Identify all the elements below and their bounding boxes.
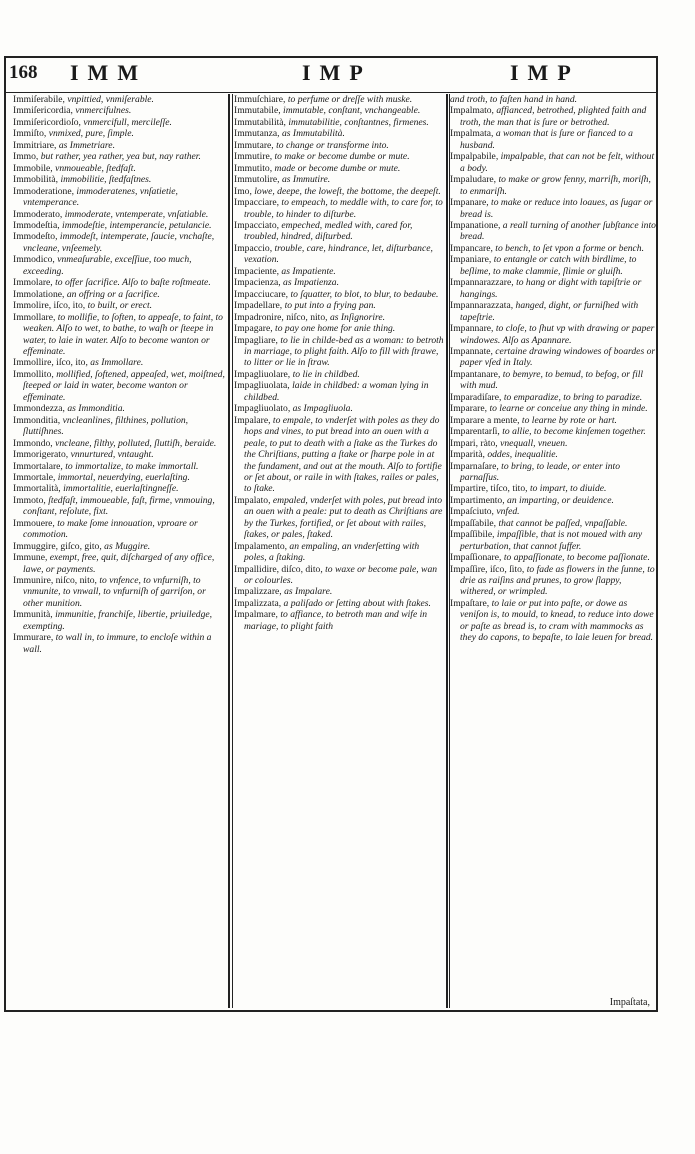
entry-headword: Impancare, <box>450 242 493 254</box>
dictionary-entry <box>234 117 444 128</box>
dictionary-entry <box>450 518 656 529</box>
entry-definition: an offring or a ſacrifice. <box>66 288 160 300</box>
dictionary-entry <box>234 369 444 380</box>
dictionary-entry <box>13 151 226 162</box>
dictionary-entry <box>13 415 226 438</box>
dictionary-entry <box>234 197 444 220</box>
dictionary-entry <box>450 529 656 552</box>
header-col2: IMP <box>302 60 372 85</box>
entry-definition: to make or become dumbe or mute. <box>274 151 410 163</box>
entry-headword: Impannarazzare, <box>450 277 514 289</box>
dictionary-entry <box>13 174 226 185</box>
dictionary-entry <box>450 323 656 346</box>
entry-definition: immortal, neuerdying, euerlaſting. <box>57 471 190 483</box>
entry-definition: immodeſtie, intemperancie, petulancie. <box>62 219 212 231</box>
entry-headword: Impantanare, <box>450 368 501 380</box>
entry-headword: Impacciato, <box>234 219 280 231</box>
entry-definition: lowe, deepe, the loweſt, the bottome, the deepeſt. <box>254 185 441 197</box>
dictionary-entry <box>450 564 656 598</box>
entry-headword: Immortalare, <box>13 460 63 472</box>
dictionary-entry <box>450 346 656 369</box>
dictionary-entry <box>450 254 656 277</box>
entry-definition: to hang or dight with tapiſtrie or hangings. <box>460 277 642 300</box>
dictionary-entry <box>13 632 226 655</box>
entry-definition: immodeſt, intemperate, ſaucie, vnchaſte, vncleane, vnſeemely. <box>23 231 215 254</box>
entry-headword: Impalmare, <box>234 609 278 621</box>
entry-definition: but rather, yea rather, yea but, nay rather. <box>40 151 201 163</box>
entry-headword: Immutito, <box>234 162 273 174</box>
entry-definition: vncleane, filthy, polluted, ſluttiſh, beraide. <box>55 437 217 449</box>
entry-headword: Impari, ràto, <box>450 437 498 449</box>
dictionary-entry <box>450 461 656 484</box>
entry-definition: to emparadize, to bring to paradize. <box>503 391 643 403</box>
dictionary-entry <box>13 438 226 449</box>
dictionary-entry <box>13 277 226 288</box>
entry-definition: as Inſignorire. <box>329 311 386 323</box>
entry-headword: Impaludare, <box>450 174 497 186</box>
entry-definition: to put into a frying pan. <box>284 300 376 312</box>
dictionary-entry <box>234 174 444 185</box>
entry-definition: to cloſe, to ſhut vp with drawing or paper windowes. Alſo as Apannare. <box>460 323 655 346</box>
entry-definition: and troth, to faſten hand in hand. <box>450 94 578 105</box>
dictionary-entry <box>234 300 444 311</box>
dictionary-entry <box>13 220 226 231</box>
entry-definition: vnfed. <box>496 506 520 518</box>
entry-headword: Immutolire, <box>234 174 280 186</box>
entry-definition: to waxe or become pale, wan or colourles. <box>244 563 438 587</box>
column-rule <box>228 94 230 1008</box>
dictionary-entry <box>450 243 656 254</box>
dictionary-entry <box>13 552 226 575</box>
entry-definition: laide in childbed: a woman lying in childbed. <box>244 380 429 403</box>
dictionary-entry <box>234 140 444 151</box>
dictionary-entry <box>450 94 656 105</box>
entry-definition: to lie in childe-bed as a woman: to betroth in marriage, to plight faith. Alſo to fill with ſtrawe, to litter or lie in ſtraw. <box>244 334 444 369</box>
entry-definition: as Impalare. <box>284 586 333 598</box>
entry-headword: Impaſſire, iſco, ſito, <box>450 563 525 575</box>
dictionary-entry <box>234 186 444 197</box>
entry-headword: Impartire, tiſco, tito, <box>450 483 528 495</box>
entry-headword: Imparadiſare, <box>450 391 502 403</box>
dictionary-entry <box>13 518 226 541</box>
dictionary-entry <box>13 369 226 403</box>
entry-headword: Impaſtare, <box>450 597 490 609</box>
entry-headword: Impalmata, <box>450 128 494 140</box>
entry-definition: to bench, to ſet vpon a forme or bench. <box>495 242 644 254</box>
entry-headword: Impalizzare, <box>234 586 282 598</box>
entry-headword: Immo, <box>13 151 39 163</box>
dictionary-entry <box>450 300 656 323</box>
entry-headword: Immiſto, <box>13 128 47 140</box>
entry-definition: to make or grow fenny, marriſh, moriſh, to enmariſh. <box>460 174 651 197</box>
dictionary-entry <box>450 598 656 644</box>
entry-headword: Impalizzata, <box>234 597 282 609</box>
dictionary-entry <box>234 403 444 414</box>
entry-definition: to immortalize, to make immortall. <box>65 460 199 472</box>
dictionary-entry <box>13 209 226 220</box>
dictionary-entry <box>13 461 226 472</box>
dictionary-entry <box>234 312 444 323</box>
dictionary-entry <box>13 575 226 609</box>
entry-definition: vnpittied, vnmiſerable. <box>67 94 154 105</box>
entry-headword: Immiſerabile, <box>13 94 65 105</box>
entry-definition: that cannot be paſſed, vnpaſſable. <box>498 517 628 529</box>
entry-headword: Immobilità, <box>13 174 59 186</box>
entry-headword: Immodeſto, <box>13 231 58 243</box>
entry-definition: to learne or conceiue any thing in minde. <box>489 403 648 415</box>
column-rule <box>232 94 233 1008</box>
entry-headword: Immobile, <box>13 162 53 174</box>
entry-definition: to lie in childbed. <box>292 368 360 380</box>
dictionary-entry <box>234 163 444 174</box>
entry-definition: to entangle or catch with birdlime, to beſlime, to make clammie, ſlimie or gluiſh. <box>460 254 637 277</box>
entry-headword: Imparentarſi, <box>450 426 500 438</box>
entry-definition: exempt, free, quit, diſcharged of any office, lawe, or payments. <box>23 552 215 575</box>
entry-headword: Impanare, <box>450 197 489 209</box>
entry-definition: to learne by rote or hart. <box>521 414 617 426</box>
dictionary-entry <box>450 392 656 403</box>
entry-definition: as Immutire. <box>281 174 331 186</box>
dictionary-entry <box>450 426 656 437</box>
dictionary-entry <box>13 163 226 174</box>
dictionary-entry <box>450 151 656 174</box>
entry-definition: vnmercifulnes. <box>75 105 132 117</box>
entry-headword: Impadronire, niſco, nito, <box>234 311 328 323</box>
dictionary-entry <box>13 300 226 311</box>
entry-headword: Immodico, <box>13 254 55 266</box>
entry-headword: Impadellare, <box>234 300 283 312</box>
entry-headword: Impaſſabile, <box>450 517 497 529</box>
column-3 <box>450 94 656 1006</box>
entry-definition: immobilitie, ſtedfaſtnes. <box>60 174 152 186</box>
entry-definition: affianced, betrothed, plighted faith and troth, the man that is ſure or betrothed. <box>460 105 647 128</box>
entry-definition: vnequall, vneuen. <box>500 437 568 449</box>
dictionary-entry <box>234 380 444 403</box>
dictionary-entry <box>450 174 656 197</box>
entry-definition: as Immollare. <box>90 357 144 369</box>
entry-definition: to bemyre, to bemud, to befog, or fill with mud. <box>460 368 644 392</box>
dictionary-entry <box>450 277 656 300</box>
entry-definition: to ſquatter, to blot, to blur, to bedaube. <box>290 288 439 300</box>
entry-headword: Impannare, <box>450 323 494 335</box>
entry-definition: immunitie, franchiſe, libertie, priuiledge, exempting. <box>23 609 213 632</box>
entry-headword: Immutanza, <box>234 128 280 140</box>
entry-headword: Impaniare, <box>450 254 492 266</box>
entry-definition: to pay one home for anie thing. <box>275 323 396 335</box>
dictionary-entry <box>450 438 656 449</box>
entry-headword: Immouere, <box>13 517 55 529</box>
entry-definition: as Immutabilità. <box>281 128 345 140</box>
entry-definition: impalpable, that can not be felt, without a body. <box>460 151 655 174</box>
dictionary-entry <box>13 357 226 368</box>
entry-definition: trouble, care, hindrance, let, diſturbance, vexation. <box>244 242 433 266</box>
entry-headword: Impaſſionare, <box>450 552 502 564</box>
entry-definition: vnmixed, pure, ſimple. <box>48 128 134 140</box>
entry-definition: made or become dumbe or mute. <box>274 162 401 174</box>
entry-definition: as Impagliuola. <box>292 403 353 415</box>
entry-headword: Immutire, <box>234 151 273 163</box>
entry-headword: Immune, <box>13 552 48 564</box>
entry-headword: Immondezza, <box>13 403 65 415</box>
entry-definition: as Immonditia. <box>67 403 125 415</box>
dictionary-entry <box>450 483 656 494</box>
entry-definition: oddes, inequalitie. <box>487 449 558 461</box>
entry-definition: to make or reduce into loaues, as ſugar or bread is. <box>460 197 653 220</box>
dictionary-entry <box>234 609 444 632</box>
dictionary-entry <box>234 323 444 334</box>
entry-definition: empeched, medled with, cared for, troubled, hindred, diſturbed. <box>244 219 413 243</box>
entry-headword: Immodeſtia, <box>13 219 60 231</box>
entry-definition: immortalitie, euerlaſtingneſſe. <box>63 483 179 495</box>
entry-definition: impaſſible, that is not moued with any perturbation, that cannot ſuffer. <box>460 529 643 552</box>
dictionary-entry <box>13 117 226 128</box>
entry-definition: a reall turning of another ſubſtance into bread. <box>460 219 656 243</box>
entry-definition: a paliſado or ſetting about with ſtakes. <box>283 597 431 609</box>
dictionary-entry <box>13 140 226 151</box>
entry-headword: Immoderato, <box>13 208 63 220</box>
entry-headword: Impanatione, <box>450 219 501 231</box>
entry-headword: Impalpabile, <box>450 151 499 163</box>
entry-headword: Impalamento, <box>234 540 288 552</box>
entry-definition: to mollifie, to ſoften, to appeaſe, to faint, to weaken. Alſo to wet, to bathe, to waſh or ſteepe in water, to laie in water. Alſo to become wanton or effeminate. <box>23 311 223 357</box>
dictionary-entry <box>13 483 226 494</box>
entry-definition: immutabilitie, conſtantnes, firmenes. <box>288 116 429 128</box>
entry-headword: Impalato, <box>234 494 271 506</box>
entry-headword: Immuſchiare, <box>234 94 286 105</box>
entry-definition: an imparting, or deuidence. <box>507 494 614 506</box>
catchword: Impaſtata, <box>609 997 650 1008</box>
dictionary-entry <box>234 586 444 597</box>
dictionary-entry <box>13 94 226 105</box>
entry-definition: to empale, to vnderſet with poles as they do hops and vines, to put bread into an ouen with a peale, to put to death with a ſtake as the Turkes do the Chriſtians, putting a ſtake or ſharpe pole in at the fundament, and out at the mouth. Alſo to fortifie or ſet about, or raile in with ſtakes, railes or pales, to ſtake. <box>244 414 442 495</box>
page-number: 168 <box>9 62 38 83</box>
dictionary-entry <box>13 403 226 414</box>
entry-definition: to built, or erect. <box>87 300 153 312</box>
dictionary-entry <box>13 186 226 209</box>
entry-definition: immutable, conſtant, vnchangeable. <box>283 105 421 117</box>
dictionary-entry <box>450 495 656 506</box>
entry-definition: to vnfence, to vnfurniſh, to vnmunite, to vnwall, to vnfurniſh of garriſon, or other munition. <box>23 575 206 609</box>
entry-definition: to appaſſionate, to become paſſionate. <box>503 552 650 564</box>
entry-definition: vnmoueable, ſtedfaſt. <box>55 162 136 174</box>
header-col1: IMM <box>70 60 148 85</box>
entry-definition: as Muggire. <box>104 540 151 552</box>
entry-headword: Immoderatione, <box>13 185 75 197</box>
entry-headword: Impallidire, diſco, dito, <box>234 563 323 575</box>
dictionary-entry <box>234 598 444 609</box>
entry-definition: as Impatiente. <box>281 265 336 277</box>
entry-headword: Impannate, <box>450 345 493 357</box>
entry-headword: Immorigerato, <box>13 449 69 461</box>
entry-headword: Immunire, niſco, nito, <box>13 575 97 587</box>
entry-definition: vncleanlines, filthines, pollution, ſluttiſhnes. <box>23 414 189 438</box>
dictionary-entry <box>234 266 444 277</box>
entry-headword: Immolare, <box>13 277 53 289</box>
dictionary-entry <box>450 552 656 563</box>
dictionary-entry <box>450 369 656 392</box>
entry-definition: to empeach, to meddle with, to care for, to trouble, to hinder to diſturbe. <box>244 197 443 220</box>
entry-definition: an empaling, an vnderſetting with poles, a ſtaking. <box>244 540 420 564</box>
entry-headword: Impagare, <box>234 323 273 335</box>
dictionary-entry <box>450 128 656 151</box>
entry-headword: Immollare, <box>13 311 56 323</box>
dictionary-entry <box>13 105 226 116</box>
entry-definition: to offer ſacrifice. Alſo to baſte roſtmeate. <box>55 277 211 289</box>
entry-definition: to impart, to diuide. <box>529 483 607 495</box>
entry-headword: Impagliuolare, <box>234 368 291 380</box>
dictionary-entry <box>234 335 444 369</box>
entry-headword: Impaſciuto, <box>450 506 494 518</box>
dictionary-entry <box>13 312 226 358</box>
entry-headword: Imparare, <box>450 403 488 415</box>
entry-definition: vnmeaſurable, exceſſiue, too much, exceeding. <box>23 254 192 277</box>
entry-headword: Immollito, <box>13 368 54 380</box>
dictionary-entry <box>234 277 444 288</box>
column-rule <box>446 94 448 1008</box>
header-col3: IMP <box>510 60 580 85</box>
entry-headword: Impaſſibile, <box>450 529 495 541</box>
entry-headword: Impacienza, <box>234 277 281 289</box>
entry-headword: Impacciare, <box>234 197 280 209</box>
dictionary-entry <box>234 289 444 300</box>
entry-headword: Immollire, iſco, ito, <box>13 357 88 369</box>
entry-headword: Imparità, <box>450 449 485 461</box>
entry-headword: Immolire, iſco, ito, <box>13 300 86 312</box>
entry-headword: Immunità, <box>13 609 53 621</box>
dictionary-entry <box>13 231 226 254</box>
entry-headword: Impagliare, <box>234 334 278 346</box>
dictionary-entry <box>234 105 444 116</box>
entry-definition: hanged, dight, or furniſhed with tapeſtrie. <box>460 300 639 323</box>
dictionary-entry <box>13 609 226 632</box>
dictionary-entry <box>450 197 656 220</box>
dictionary-entry <box>234 94 444 105</box>
entry-definition: to wall in, to immure, to encloſe within a wall. <box>23 632 212 655</box>
dictionary-entry <box>450 403 656 414</box>
entry-headword: Impalmato, <box>450 105 494 117</box>
entry-headword: Immonditia, <box>13 414 61 426</box>
running-header <box>6 58 656 93</box>
entry-headword: Impaciente, <box>234 265 280 277</box>
entry-headword: Immutabile, <box>234 105 281 117</box>
entry-definition: to fade as flowers in the ſunne, to drie as raiſins and prunes, to grow ſlappy, withered, or wrimpled. <box>460 563 655 598</box>
dictionary-entry <box>13 289 226 300</box>
dictionary-entry <box>234 151 444 162</box>
entry-headword: Immolatione, <box>13 288 65 300</box>
entry-headword: Impagliuolato, <box>234 403 291 415</box>
entry-definition: as Impatienza. <box>283 277 339 289</box>
dictionary-entry <box>234 541 444 564</box>
dictionary-entry <box>450 105 656 128</box>
dictionary-entry <box>450 220 656 243</box>
dictionary-entry <box>13 472 226 483</box>
entry-definition: to laie or put into paſte, or dowe as veniſon is, to mould, to knead, to reduce into dowe or paſte as bread is, to cram with mammocks as they do capons, to bepaſte, to laie leuen for bread. <box>460 597 654 644</box>
dictionary-entry <box>234 564 444 587</box>
entry-definition: ſtedfaſt, immoueable, faſt, firme, vnmouing, conſtant, reſolute, fixt. <box>23 494 215 518</box>
entry-definition: immoderate, vntemperate, vnſatiable. <box>64 208 209 220</box>
entry-headword: Immoto, <box>13 494 46 506</box>
dictionary-entry <box>450 415 656 426</box>
entry-definition: a woman that is ſure or fianced to a husband. <box>460 128 633 151</box>
entry-definition: certaine drawing windowes of boardes or paper vſed in Italy. <box>460 345 656 369</box>
entry-headword: Imo, <box>234 185 252 197</box>
entry-definition: vnnurtured, vntaught. <box>70 449 154 461</box>
entry-headword: Imparnaſare, <box>450 460 499 472</box>
entry-definition: empaled, vnderſet with poles, put bread into an ouen with a peale: put to death as Chriſtians are by the Turkes, fortified, or ſet about with railes, ſtakes, or pales, ſtaked. <box>244 494 443 541</box>
entry-headword: Immitriare, <box>13 139 57 151</box>
entry-headword: Immurare, <box>13 632 54 644</box>
entry-definition: to perfume or dreſſe with muske. <box>287 94 413 105</box>
column-2 <box>234 94 444 1006</box>
entry-headword: Immiſericordioſo, <box>13 116 81 128</box>
entry-definition: to make ſome innouation, vproare or commotion. <box>23 517 198 541</box>
dictionary-entry <box>450 449 656 460</box>
entry-definition: to affiance, to betroth man and wife in mariage, to plight faith <box>244 609 428 632</box>
dictionary-entry <box>234 243 444 266</box>
entry-headword: Immortalità, <box>13 483 61 495</box>
entry-headword: Immondo, <box>13 437 53 449</box>
dictionary-entry <box>234 128 444 139</box>
entry-headword: Impagliuolata, <box>234 380 290 392</box>
entry-definition: mollified, ſoftened, appeaſed, wet, moiſtned, ſteeped or laid in water, become wanton or effeminate. <box>23 368 225 403</box>
dictionary-entry <box>234 495 444 541</box>
entry-headword: Impartimento, <box>450 494 505 506</box>
dictionary-entry <box>13 254 226 277</box>
entry-headword: Immuggire, giſco, gito, <box>13 540 102 552</box>
entry-headword: Immutare, <box>234 139 274 151</box>
entry-definition: to change or transforme into. <box>276 139 389 151</box>
dictionary-entry <box>13 541 226 552</box>
dictionary-entry <box>13 128 226 139</box>
dictionary-entry <box>13 495 226 518</box>
entry-headword: Immiſericordia, <box>13 105 73 117</box>
page-frame <box>4 56 658 1012</box>
entry-headword: Impalare, <box>234 414 271 426</box>
entry-definition: vnmercifull, mercileſſe. <box>83 116 172 128</box>
entry-headword: Impaccio, <box>234 242 273 254</box>
dictionary-entry <box>234 220 444 243</box>
entry-definition: to bring, to leade, or enter into parnaſſus. <box>460 460 621 483</box>
dictionary-entry <box>234 415 444 495</box>
entry-definition: as Immetriare. <box>58 139 115 151</box>
column-1 <box>13 94 226 1006</box>
dictionary-entry <box>450 506 656 517</box>
entry-headword: Immutabilità, <box>234 116 286 128</box>
entry-definition: to allie, to become kinſemen together. <box>502 426 646 438</box>
entry-headword: Immortale, <box>13 471 56 483</box>
entry-definition: immoderatenes, vnſatietie, vntemperance. <box>23 185 178 209</box>
entry-headword: Imparare a mente, <box>450 414 520 426</box>
entry-headword: Impannarazzata, <box>450 300 514 312</box>
dictionary-entry <box>13 449 226 460</box>
entry-headword: Impacciucare, <box>234 288 289 300</box>
